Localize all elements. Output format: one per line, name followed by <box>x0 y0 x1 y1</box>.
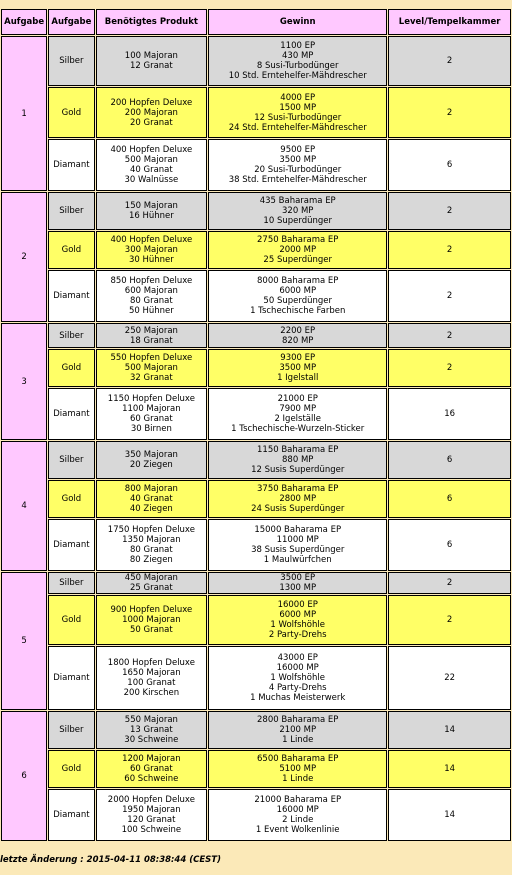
tier-cell: Gold <box>48 750 94 788</box>
produkt-cell <box>96 139 208 191</box>
table-row <box>1 349 511 387</box>
produkt-line: 600 Majoran <box>124 286 178 296</box>
gewinn-line: 2 Linde <box>282 815 314 825</box>
gewinn-line: 6000 MP <box>279 286 317 296</box>
tier-cell: Diamant <box>48 646 94 710</box>
gewinn-cell <box>208 480 387 518</box>
produkt-line: 1100 Majoran <box>122 404 181 414</box>
gewinn-line: 12 Susis Superdünger <box>251 465 345 475</box>
produkt-cell <box>96 36 208 86</box>
produkt-cell <box>96 323 208 348</box>
gewinn-line: 10 Std. Erntehelfer-Mähdrescher <box>228 71 367 81</box>
tier-cell: Silber <box>48 572 94 594</box>
produkt-cell <box>96 270 208 322</box>
gewinn-line: 16000 MP <box>276 663 319 673</box>
produkt-cell <box>96 789 208 841</box>
table-row <box>1 711 511 749</box>
gewinn-line: 24 Std. Erntehelfer-Mähdrescher <box>228 122 367 133</box>
produkt-line: 1950 Majoran <box>122 805 181 815</box>
produkt-line: 200 Hopfen Deluxe <box>110 97 193 108</box>
gewinn-cell <box>208 231 387 269</box>
produkt-line: 200 Majoran <box>124 107 178 118</box>
table-row <box>1 388 511 440</box>
gewinn-line: 11000 MP <box>276 535 319 545</box>
level-cell: 14 <box>388 711 511 749</box>
table-row <box>1 270 511 322</box>
produkt-line: 1800 Hopfen Deluxe <box>107 658 195 668</box>
gewinn-line: 8 Susi-Turbodünger <box>256 61 339 71</box>
gewinn-line: 320 MP <box>282 206 314 216</box>
produkt-line: 80 Ziegen <box>129 555 173 565</box>
page-content <box>0 8 512 842</box>
gewinn-line: 3500 EP <box>280 573 316 583</box>
gewinn-line: 4 Party-Drehs <box>268 683 327 693</box>
level-cell: 2 <box>388 192 511 230</box>
header-produkt: Benötigtes Produkt <box>96 9 208 35</box>
produkt-line: 60 Granat <box>129 414 173 424</box>
level-cell: 2 <box>388 36 511 86</box>
produkt-line: 900 Hopfen Deluxe <box>110 605 193 615</box>
produkt-cell <box>96 87 208 138</box>
produkt-line: 40 Granat <box>129 165 173 175</box>
gewinn-line: 1 Igelstall <box>277 373 319 383</box>
gewinn-line: 43000 EP <box>277 653 318 663</box>
gewinn-line: 3500 MP <box>279 363 317 373</box>
gewinn-line: 7900 MP <box>279 404 317 414</box>
produkt-line: 13 Granat <box>129 725 173 735</box>
last-modified: letzte Änderung : 2015-04-11 08:38:44 (CEST) <box>0 855 221 865</box>
produkt-line: 200 Kirschen <box>123 688 180 698</box>
gewinn-line: 1 Maulwürfchen <box>263 555 332 565</box>
gewinn-line: 1150 Baharama EP <box>257 445 339 455</box>
aufgabe-number: 6 <box>1 711 47 841</box>
produkt-line: 50 Granat <box>129 625 173 635</box>
table-row <box>1 789 511 841</box>
gewinn-line: 5100 MP <box>279 764 317 774</box>
tier-cell: Gold <box>48 87 94 138</box>
level-cell: 2 <box>388 595 511 645</box>
produkt-cell <box>96 646 208 710</box>
level-cell: 2 <box>388 231 511 269</box>
produkt-line: 18 Granat <box>129 335 173 346</box>
produkt-line: 1000 Majoran <box>122 615 181 625</box>
produkt-line: 1150 Hopfen Deluxe <box>107 394 195 404</box>
level-cell: 16 <box>388 388 511 440</box>
produkt-line: 40 Granat <box>129 494 173 504</box>
aufgabe-number: 1 <box>1 36 47 191</box>
gewinn-line: 16000 MP <box>276 805 319 815</box>
gewinn-line: 38 Susis Superdünger <box>251 545 345 555</box>
aufgabe-number: 3 <box>1 323 47 440</box>
produkt-line: 30 Birnen <box>130 424 172 434</box>
header-aufgabe-tier: Aufgabe <box>48 9 94 35</box>
aufgabe-number: 5 <box>1 572 47 710</box>
produkt-line: 30 Walnüsse <box>124 175 179 185</box>
tier-cell: Gold <box>48 349 94 387</box>
gewinn-line: 25 Superdünger <box>263 255 332 265</box>
produkt-line: 2000 Hopfen Deluxe <box>107 795 195 805</box>
gewinn-line: 21000 Baharama EP <box>254 795 342 805</box>
produkt-line: 300 Majoran <box>124 245 178 255</box>
gewinn-cell <box>208 36 387 86</box>
gewinn-cell <box>208 139 387 191</box>
tier-cell: Gold <box>48 480 94 518</box>
gewinn-cell <box>208 646 387 710</box>
level-cell: 2 <box>388 87 511 138</box>
table-row <box>1 139 511 191</box>
produkt-cell <box>96 572 208 594</box>
produkt-line: 150 Majoran <box>124 201 178 211</box>
table-row <box>1 519 511 571</box>
table-row <box>1 572 511 594</box>
gewinn-line: 2000 MP <box>279 245 317 255</box>
gewinn-line: 880 MP <box>282 455 314 465</box>
aufgabe-number: 2 <box>1 192 47 322</box>
produkt-line: 25 Granat <box>129 583 173 593</box>
gewinn-line: 2 Party-Drehs <box>268 630 327 640</box>
gewinn-line: 20 Susi-Turbodünger <box>254 165 342 175</box>
level-cell: 14 <box>388 750 511 788</box>
level-cell: 2 <box>388 349 511 387</box>
table-row <box>1 441 511 479</box>
level-cell: 14 <box>388 789 511 841</box>
gewinn-line: 820 MP <box>282 335 314 346</box>
gewinn-line: 8000 Baharama EP <box>257 276 339 286</box>
tier-cell: Gold <box>48 231 94 269</box>
produkt-line: 60 Schweine <box>124 774 179 784</box>
gewinn-line: 3750 Baharama EP <box>257 484 339 494</box>
header-gewinn: Gewinn <box>208 9 387 35</box>
gewinn-line: 435 Baharama EP <box>259 196 336 206</box>
gewinn-line: 1 Wolfshöhle <box>270 673 325 683</box>
produkt-line: 400 Hopfen Deluxe <box>110 235 193 245</box>
header-level: Level/Tempelkammer <box>388 9 511 35</box>
gewinn-line: 1 Linde <box>282 735 314 745</box>
produkt-cell <box>96 595 208 645</box>
produkt-line: 30 Hühner <box>128 255 174 265</box>
produkt-line: 500 Majoran <box>124 155 178 165</box>
produkt-cell <box>96 750 208 788</box>
produkt-line: 120 Granat <box>127 815 176 825</box>
produkt-cell <box>96 231 208 269</box>
table-row <box>1 646 511 710</box>
gewinn-line: 12 Susi-Turbodünger <box>254 112 342 123</box>
gewinn-line: 1 Linde <box>282 774 314 784</box>
gewinn-cell <box>208 270 387 322</box>
gewinn-line: 6500 Baharama EP <box>257 754 339 764</box>
produkt-line: 500 Majoran <box>124 363 178 373</box>
produkt-cell <box>96 388 208 440</box>
level-cell: 2 <box>388 270 511 322</box>
table-row <box>1 87 511 138</box>
gewinn-line: 1 Tschechische-Wurzeln-Sticker <box>231 424 365 434</box>
level-cell: 6 <box>388 519 511 571</box>
gewinn-line: 430 MP <box>282 51 314 61</box>
produkt-cell <box>96 711 208 749</box>
produkt-line: 20 Ziegen <box>129 460 173 470</box>
gewinn-line: 2 Igelställe <box>274 414 321 424</box>
gewinn-line: 1 Wolfshöhle <box>270 620 325 630</box>
gewinn-cell <box>208 441 387 479</box>
gewinn-cell <box>208 349 387 387</box>
table-row <box>1 750 511 788</box>
tier-cell: Diamant <box>48 519 94 571</box>
produkt-cell <box>96 480 208 518</box>
produkt-line: 350 Majoran <box>124 450 178 460</box>
gewinn-line: 9500 EP <box>280 145 316 155</box>
level-cell: 22 <box>388 646 511 710</box>
produkt-line: 250 Majoran <box>124 325 178 336</box>
produkt-line: 1200 Majoran <box>122 754 181 764</box>
header-row <box>1 9 511 35</box>
tier-cell: Diamant <box>48 139 94 191</box>
gewinn-line: 38 Std. Erntehelfer-Mähdrescher <box>228 175 367 185</box>
produkt-cell <box>96 519 208 571</box>
produkt-line: 800 Majoran <box>124 484 178 494</box>
gewinn-line: 2800 MP <box>279 494 317 504</box>
gewinn-line: 2800 Baharama EP <box>257 715 339 725</box>
tier-cell: Gold <box>48 595 94 645</box>
gewinn-line: 4000 EP <box>280 92 316 103</box>
gewinn-line: 1 Event Wolkenlinie <box>255 825 340 835</box>
aufgabe-number: 4 <box>1 441 47 571</box>
gewinn-line: 3500 MP <box>279 155 317 165</box>
tier-cell: Diamant <box>48 270 94 322</box>
produkt-line: 550 Hopfen Deluxe <box>110 353 193 363</box>
produkt-line: 100 Schweine <box>121 825 182 835</box>
gewinn-line: 1500 MP <box>279 102 317 113</box>
gewinn-cell <box>208 192 387 230</box>
produkt-line: 100 Majoran <box>124 51 178 61</box>
gewinn-line: 50 Superdünger <box>263 296 332 306</box>
header-aufgabe-nr: Aufgabe <box>1 9 47 35</box>
produkt-line: 100 Granat <box>127 678 176 688</box>
gewinn-line: 1 Tschechische Farben <box>250 306 346 316</box>
produkt-cell <box>96 349 208 387</box>
gewinn-line: 24 Susis Superdünger <box>251 504 345 514</box>
produkt-line: 50 Hühner <box>128 306 174 316</box>
produkt-line: 850 Hopfen Deluxe <box>110 276 193 286</box>
tier-cell: Diamant <box>48 789 94 841</box>
tasks-table <box>0 8 512 842</box>
produkt-line: 32 Granat <box>129 373 173 383</box>
produkt-line: 20 Granat <box>129 117 173 128</box>
level-cell: 6 <box>388 441 511 479</box>
gewinn-cell <box>208 750 387 788</box>
produkt-cell <box>96 441 208 479</box>
gewinn-cell <box>208 87 387 138</box>
gewinn-cell <box>208 711 387 749</box>
gewinn-cell <box>208 595 387 645</box>
table-row <box>1 480 511 518</box>
gewinn-line: 1 Muchas Meisterwerk <box>250 693 346 703</box>
level-cell: 6 <box>388 480 511 518</box>
tier-cell: Silber <box>48 441 94 479</box>
gewinn-line: 15000 Baharama EP <box>254 525 342 535</box>
produkt-line: 12 Granat <box>129 61 173 71</box>
gewinn-line: 1100 EP <box>280 41 316 51</box>
produkt-cell <box>96 192 208 230</box>
tier-cell: Silber <box>48 711 94 749</box>
produkt-line: 30 Schweine <box>124 735 179 745</box>
gewinn-cell <box>208 572 387 594</box>
produkt-line: 16 Hühner <box>128 211 174 221</box>
gewinn-line: 10 Superdünger <box>263 216 332 226</box>
gewinn-cell <box>208 789 387 841</box>
gewinn-line: 21000 EP <box>277 394 318 404</box>
gewinn-line: 2200 EP <box>280 325 316 336</box>
produkt-line: 1350 Majoran <box>122 535 181 545</box>
produkt-line: 80 Granat <box>129 296 173 306</box>
level-cell: 2 <box>388 323 511 348</box>
produkt-line: 1750 Hopfen Deluxe <box>107 525 195 535</box>
gewinn-line: 2750 Baharama EP <box>257 235 339 245</box>
produkt-line: 80 Granat <box>129 545 173 555</box>
tier-cell: Silber <box>48 192 94 230</box>
gewinn-cell <box>208 519 387 571</box>
gewinn-line: 9300 EP <box>280 353 316 363</box>
tier-cell: Silber <box>48 323 94 348</box>
produkt-line: 60 Granat <box>129 764 173 774</box>
produkt-line: 550 Majoran <box>124 715 178 725</box>
produkt-line: 40 Ziegen <box>129 504 173 514</box>
gewinn-line: 1300 MP <box>279 583 317 593</box>
produkt-line: 1650 Majoran <box>122 668 181 678</box>
gewinn-line: 16000 EP <box>277 600 318 610</box>
table-row <box>1 595 511 645</box>
gewinn-cell <box>208 388 387 440</box>
table-body <box>1 36 511 841</box>
table-row <box>1 192 511 230</box>
table-row <box>1 231 511 269</box>
table-row <box>1 323 511 348</box>
gewinn-line: 2100 MP <box>279 725 317 735</box>
table-row <box>1 36 511 86</box>
gewinn-cell <box>208 323 387 348</box>
level-cell: 6 <box>388 139 511 191</box>
produkt-line: 450 Majoran <box>124 573 178 583</box>
tier-cell: Silber <box>48 36 94 86</box>
tier-cell: Diamant <box>48 388 94 440</box>
gewinn-line: 6000 MP <box>279 610 317 620</box>
level-cell: 2 <box>388 572 511 594</box>
produkt-line: 400 Hopfen Deluxe <box>110 145 193 155</box>
